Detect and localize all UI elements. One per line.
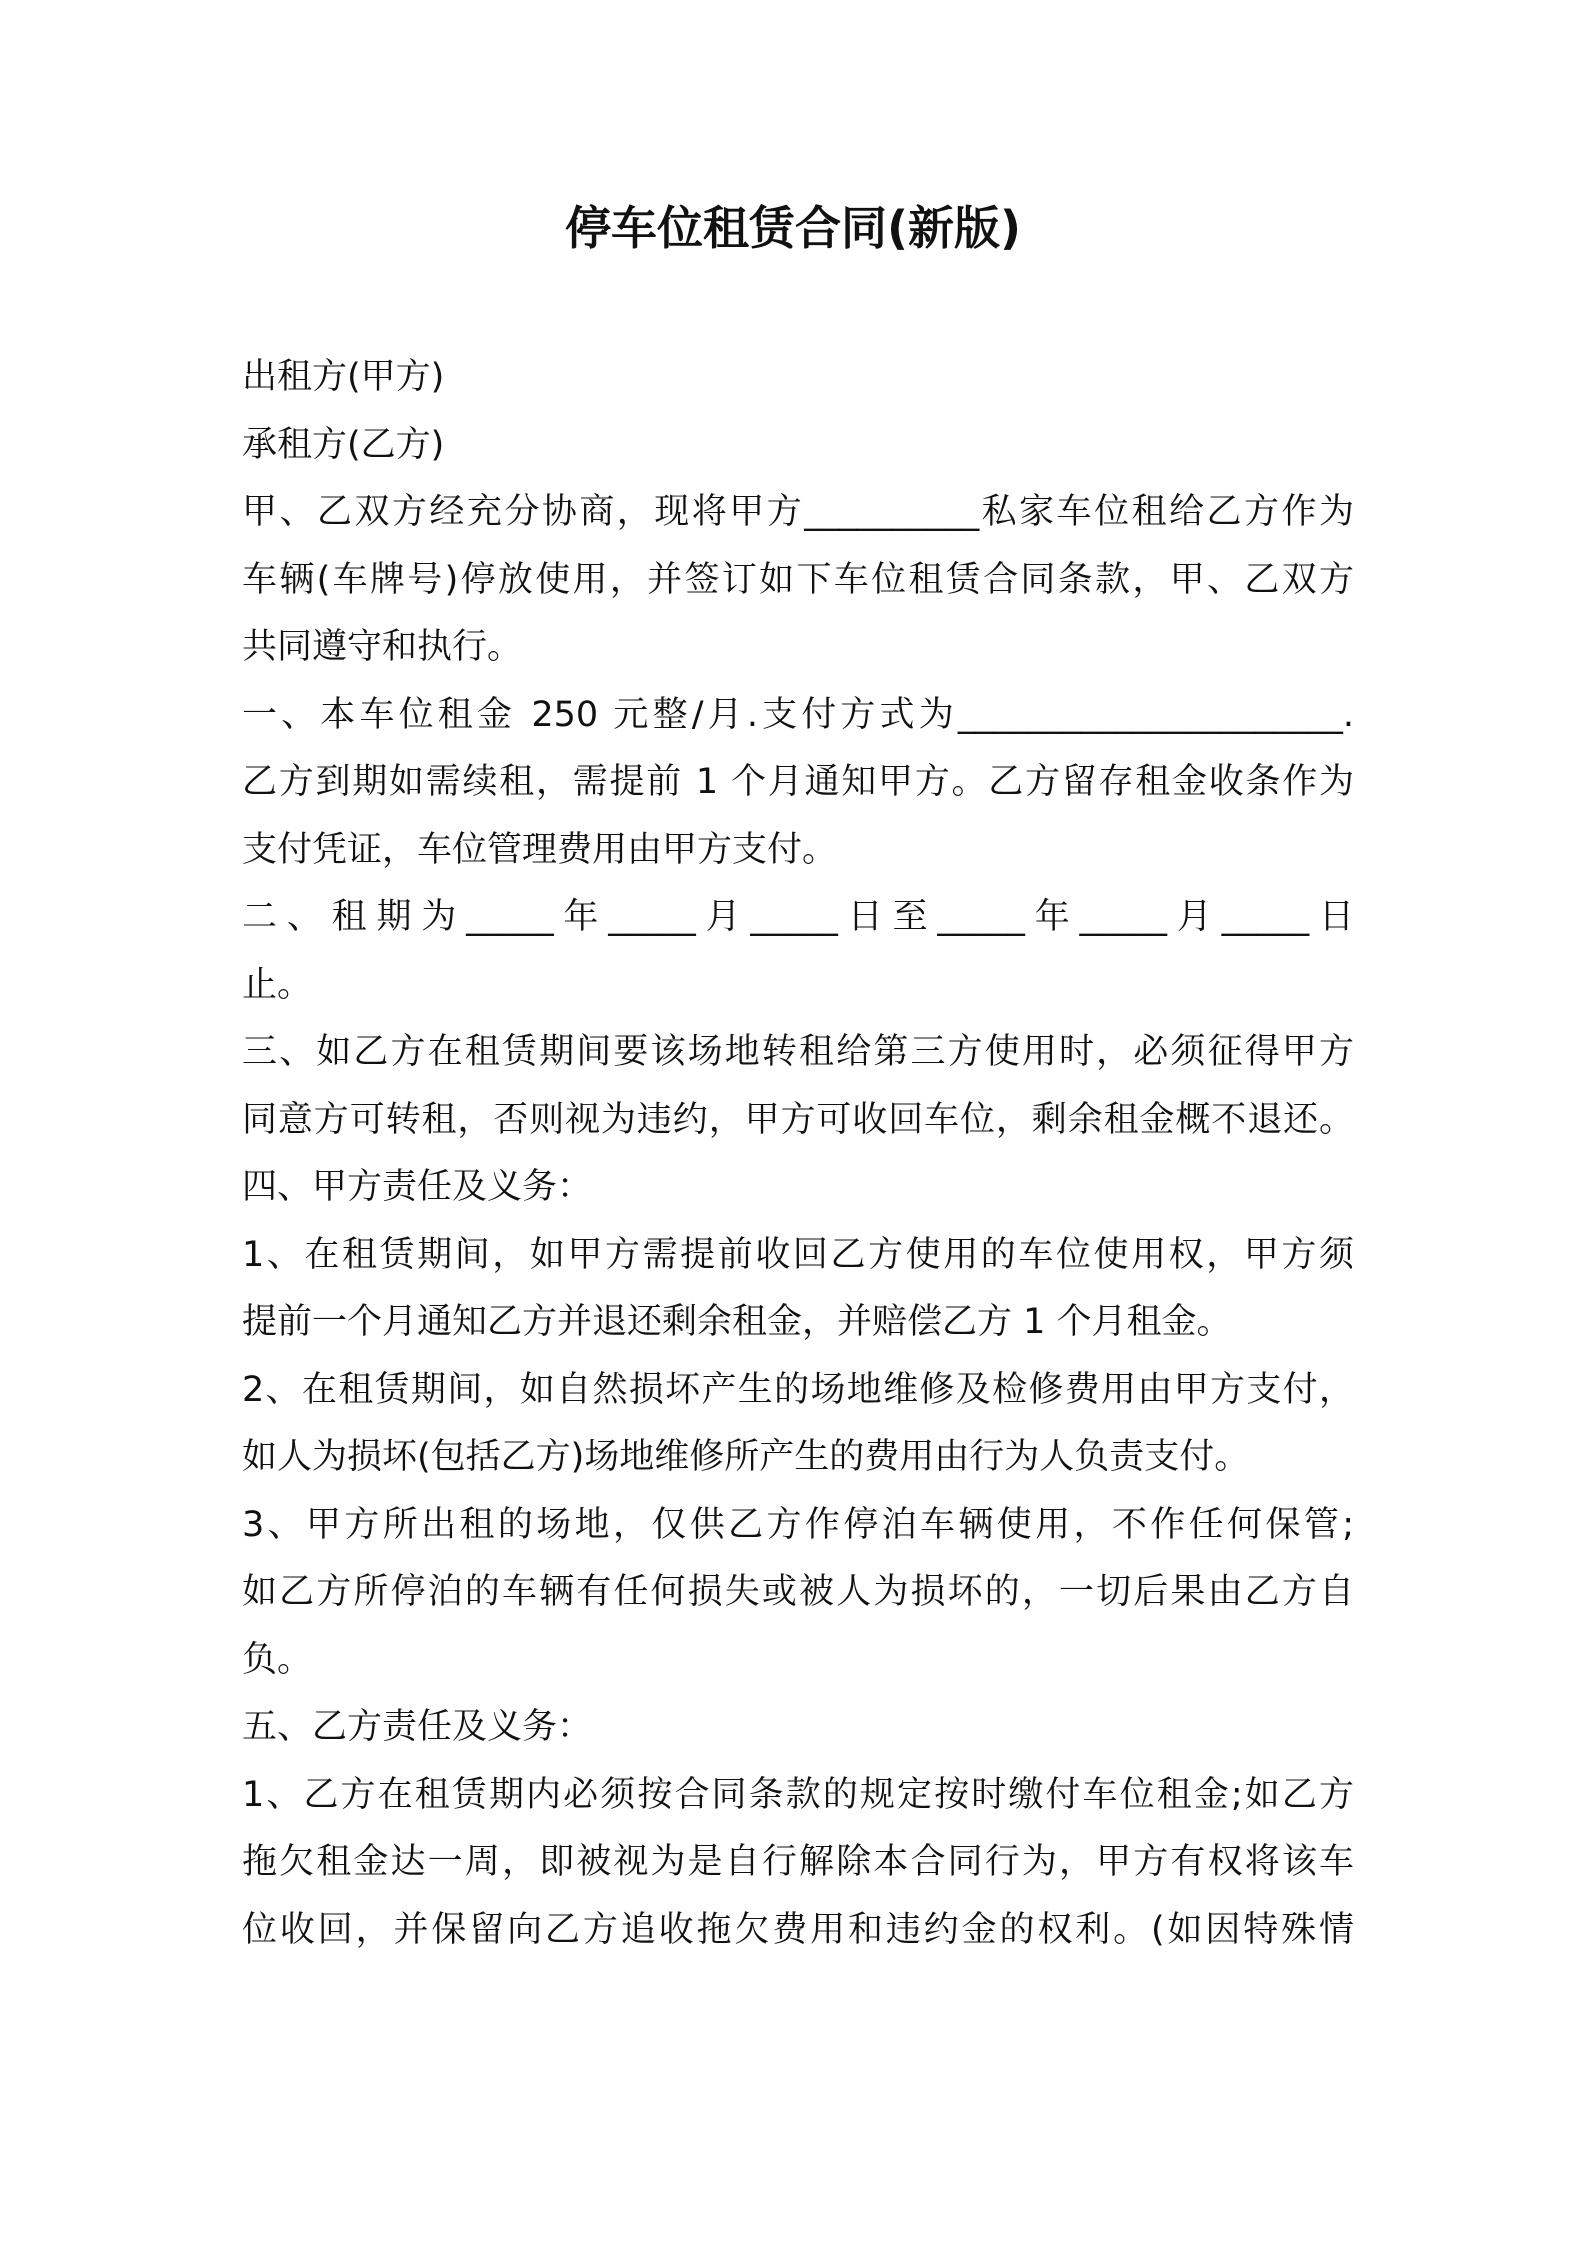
text-line: 3、甲方所出租的场地，仅供乙方作停泊车辆使用，不作任何保管; bbox=[242, 1504, 1354, 1545]
text-line: 四、甲方责任及义务： bbox=[242, 1167, 593, 1207]
text-line: 提前一个月通知乙方并退还剩余租金，并赔偿乙方 1 个月租金。 bbox=[242, 1302, 1232, 1342]
text-line: 乙方到期如需续租，需提前 1 个月通知甲方。乙方留存租金收条作为 bbox=[242, 762, 1354, 802]
text-line: 拖欠租金达一周，即被视为是自行解除本合同行为，甲方有权将该车 bbox=[242, 1842, 1354, 1882]
text-line: 甲、乙双方经充分协商，现将甲方__________私家车位租给乙方作为 bbox=[242, 492, 1354, 532]
text-line: 支付凭证，车位管理费用由甲方支付。 bbox=[242, 829, 838, 870]
text-line: 1、乙方在租赁期内必须按合同条款的规定按时缴付车位租金;如乙方 bbox=[242, 1774, 1354, 1815]
text-line: 车辆(车牌号)停放使用，并签订如下车位租赁合同条款，甲、乙双方 bbox=[242, 559, 1354, 600]
text-line: 五、乙方责任及义务： bbox=[242, 1707, 593, 1747]
text-line: 承租方(乙方) bbox=[242, 424, 445, 465]
text-line: 同意方可转租，否则视为违约，甲方可收回车位，剩余租金概不退还。 bbox=[242, 1099, 1354, 1140]
text-line: 止。 bbox=[242, 964, 313, 1005]
text-line: 三、如乙方在租赁期间要该场地转租给第三方使用时，必须征得甲方 bbox=[242, 1032, 1354, 1072]
text-line: 共同遵守和执行。 bbox=[242, 627, 523, 667]
text-line: 1、在租赁期间，如甲方需提前收回乙方使用的车位使用权，甲方须 bbox=[242, 1234, 1354, 1275]
text-line: 二、租期为_____年_____月_____日至_____年_____月_____日 bbox=[242, 897, 1354, 937]
text-line: 如人为损坏(包括乙方)场地维修所产生的费用由行为人负责支付。 bbox=[242, 1437, 1250, 1477]
text-line: 负。 bbox=[242, 1639, 313, 1680]
text-line: 2、在租赁期间，如自然损坏产生的场地维修及检修费用由甲方支付， bbox=[242, 1369, 1354, 1410]
document-title: 停车位租赁合同(新版) bbox=[564, 201, 1022, 255]
text-line: 位收回，并保留向乙方追收拖欠费用和违约金的权利。(如因特殊情 bbox=[242, 1909, 1354, 1950]
text-line: 一、本车位租金 250 元整/月.支付方式为______________________. bbox=[242, 694, 1354, 735]
text-line: 出租方(甲方) bbox=[242, 357, 445, 397]
text-line: 如乙方所停泊的车辆有任何损失或被人为损坏的，一切后果由乙方自 bbox=[242, 1572, 1354, 1612]
document-body bbox=[242, 344, 1354, 1964]
